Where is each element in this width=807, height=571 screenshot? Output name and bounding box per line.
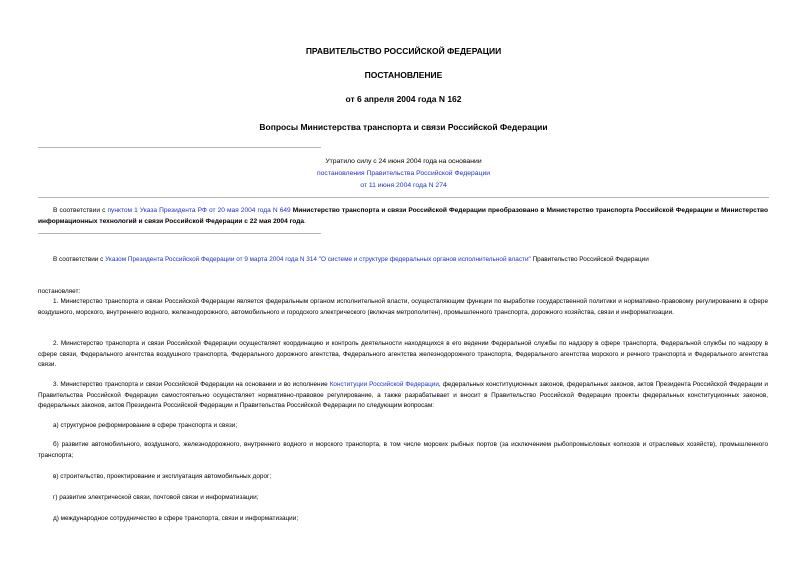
org-heading: ПРАВИТЕЛЬСТВО РОССИЙСКОЙ ФЕДЕРАЦИИ — [305, 46, 502, 56]
paragraph-3-suffix: , федеральных конституционных законов, федеральных законов, актов Президента Российской Федерации и Правительства Российской Федерации самостоятельно осуществляет нормативно-правовое регулирование, а также разрабатывает и вносит в Правительство Российской Федерации проекты федеральных конституционных законов, федеральных законов, актов Президента Российской Федерации и Правительства Российской Федерации по следующим вопросам: — [38, 381, 768, 410]
item-g: г) развитие электрической связи, почтовой связи и информатизации; — [53, 494, 259, 501]
constitution-link[interactable]: Конституции Российской Федерации — [329, 381, 439, 388]
comment-prefix: В соответствии с — [53, 207, 108, 214]
paragraph-3 — [38, 380, 768, 412]
item-d: д) международное сотрудничество в сфере транспорта, связи и информатизации; — [53, 515, 299, 522]
item-b: б) развитие автомобильного, воздушного, железнодорожного, внутреннего водного и морского транспорта, в том числе морских рыбных портов (за исключением рыбопромысловых колхозов и отраслевых хозяйств), промышленного транспорта; — [38, 441, 768, 459]
item-v: в) строительство, проектирование и эксплуатация автомобильных дорог; — [53, 473, 272, 480]
paragraph-2: 2. Министерство транспорта и связи Российской Федерации осуществляет координацию и контроль деятельности находящихся в его ведении Федеральной службы по надзору в сфере транспорта, Федеральной службы по надзору в сфере связи, Федерального агентства воздушного транспорта, Федерального дорожного агентства, Федерального агентства железнодорожного транспорта, Федерального агентства морского и речного транспорта и Федерального агентства связи. — [38, 340, 768, 369]
preamble — [38, 255, 768, 266]
repeal-decree-date-link[interactable]: от 11 июня 2004 года N 274 — [360, 182, 447, 189]
repeal-decree-link[interactable]: постановления Правительства Российской Федерации — [316, 170, 491, 177]
paragraph-3-prefix: 3. Министерство транспорта и связи Российской Федерации на основании и во исполнение — [53, 381, 330, 388]
divider — [38, 233, 321, 234]
decree-word: постановляет: — [38, 288, 81, 295]
divider — [38, 197, 769, 198]
document-title: Вопросы Министерства транспорта и связи Российской Федерации — [259, 122, 548, 132]
comment-bold-text: Министерство транспорта и связи Российской Федерации преобразовано в Министерство транспорта Российской Федерации и Министерство информационных технологий и связи Российской Федерации с 22 мая 2004 года — [38, 207, 769, 225]
preamble-prefix: В соответствии с — [53, 256, 106, 263]
status-note-line1: Утратило силу с 24 июня 2004 года на основании — [325, 158, 482, 165]
divider — [38, 147, 321, 148]
date-number-heading: от 6 апреля 2004 года N 162 — [345, 94, 462, 104]
doc-type-heading: ПОСТАНОВЛЕНИЕ — [364, 70, 443, 80]
presidential-decree-314-link[interactable]: Указом Президента Российской Федерации от 9 марта 2004 года N 314 "О системе и структуре федеральных органов исполнительной власти" — [105, 256, 531, 263]
item-a: а) структурное реформирование в сфере транспорта и связи; — [53, 422, 238, 429]
presidential-decree-649-link[interactable]: пунктом 1 Указа Президента РФ от 20 мая 2004 года N 649 — [107, 207, 291, 214]
paragraph-1: 1. Министерство транспорта и связи Российской Федерации является федеральным органом исполнительной власти, осуществляющим функции по выработке государственной политики и нормативно-правовому регулированию в сфере воздушного, морского, внутреннего водного, железнодорожного, автомобильного и городского электрического (включая метрополитен), промышленного транспорта, дорожного хозяйства, связи и информатизации. — [38, 298, 768, 316]
comment-suffix: . — [304, 218, 306, 225]
preamble-suffix: Правительство Российской Федерации — [530, 256, 649, 263]
editorial-comment — [38, 205, 768, 227]
